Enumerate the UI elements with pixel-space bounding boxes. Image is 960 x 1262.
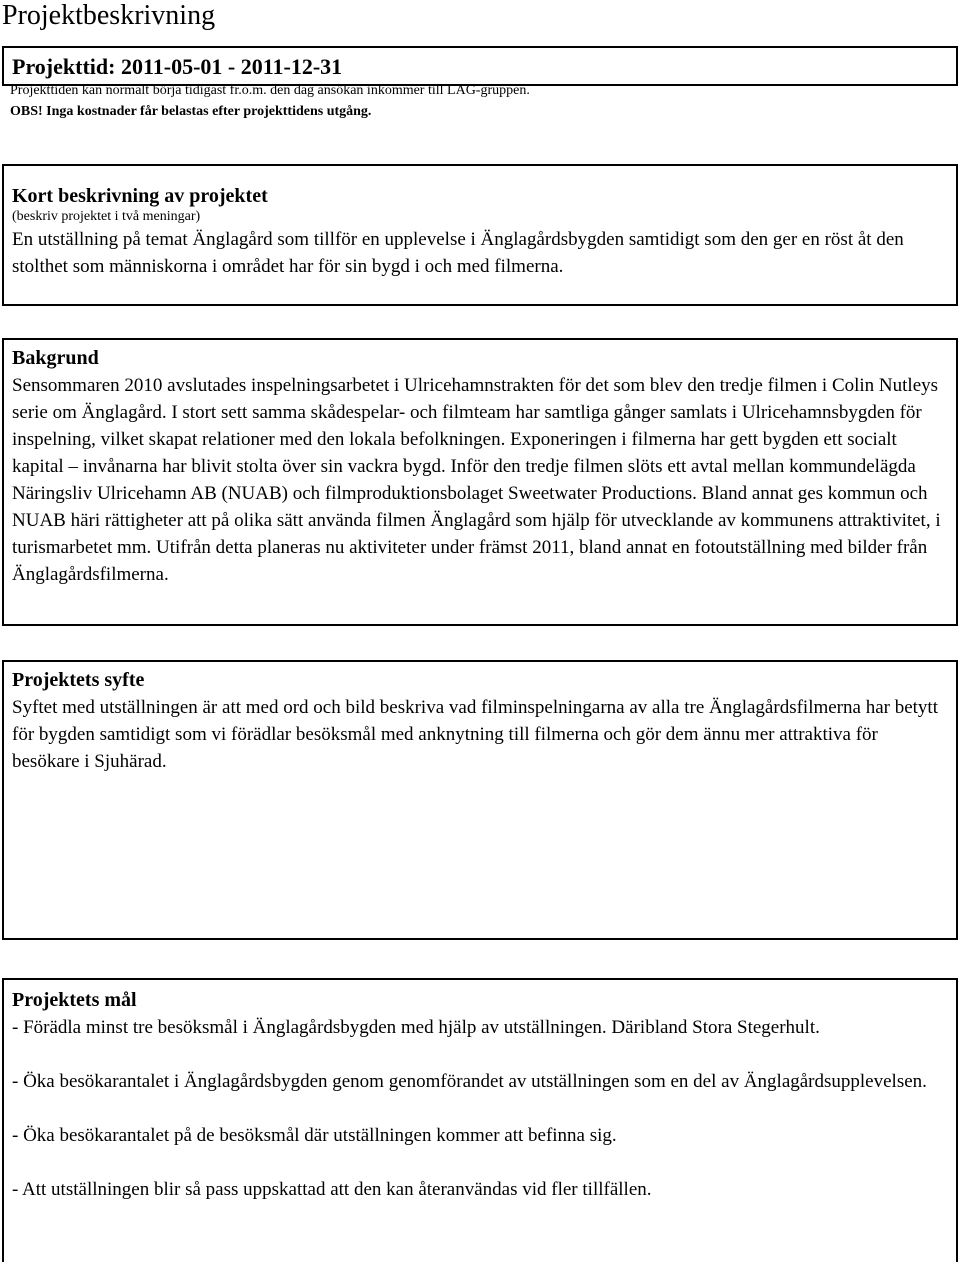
page-title: Projektbeskrivning	[2, 0, 216, 31]
syfte-box	[2, 660, 958, 940]
bakgrund-box	[2, 338, 958, 626]
syfte-text: Syftet med utställningen är att med ord och bild beskriva vad filminspelningarna av alla tre Änglagårdsfilmerna har betytt för bygden samtidigt som vi förädlar besöksmål med anknytning till filmerna och gör dem ännu mer attraktiva för besökare i Sjuhärad.	[12, 697, 938, 772]
projekttid-warning: OBS! Inga kostnader får belastas efter projekttidens utgång.	[10, 104, 372, 119]
bakgrund-heading: Bakgrund	[12, 347, 99, 369]
projekttid-box	[2, 46, 958, 86]
projekttid-note: Projekttiden kan normalt börja tidigast fr.o.m. den dag ansökan inkommer till LAG-gruppen.	[10, 83, 530, 98]
kort-beskrivning-text: En utställning på temat Änglagård som tillför en upplevelse i Änglagårdsbygden samtidigt som den ger en röst åt den stolthet som människorna i området har för sin bygd i och med filmerna.	[12, 229, 904, 277]
bakgrund-text: Sensommaren 2010 avslutades inspelningsarbetet i Ulricehamnstrakten för det som blev den tredje filmen i Colin Nutleys serie om Änglagård. I stort sett samma skådespelar- och filmteam har samtliga gånger samlats i Ulricehamnsbygden för inspelning, vilket skapat relationer med den lokala befolkningen. Exponeringen i filmerna har gett bygden ett socialt kapital – invånarna har blivit stolta över sin vackra bygd. Inför den tredje filmen slöts ett avtal mellan kommundelägda Näringsliv Ulricehamn AB (NUAB) och filmproduktionsbolaget Sweetwater Productions. Bland annat ges kommun och NUAB häri rättigheter att på olika sätt använda filmen Änglagård som hjälp för utvecklande av kommunens attraktivitet, i turismarbetet mm. Utifrån detta planeras nu aktiviteter under främst 2011, bland annat en fotoutställning med bilder från Änglagårdsfilmerna.	[12, 375, 941, 585]
kort-beskrivning-instruction: (beskriv projektet i två meningar)	[12, 209, 201, 224]
projekttid-heading: Projekttid: 2011-05-01 - 2011-12-31	[12, 54, 343, 79]
goal-item: - Förädla minst tre besöksmål i Änglagårdsbygden med hjälp av utställningen. Däribland Stora Stegerhult.	[12, 1017, 820, 1038]
mal-box	[2, 978, 958, 1262]
kort-beskrivning-box	[2, 164, 958, 306]
goal-item: - Att utställningen blir så pass uppskattad att den kan återanvändas vid fler tillfällen.	[12, 1179, 652, 1200]
kort-beskrivning-heading: Kort beskrivning av projektet	[12, 185, 268, 207]
goal-item: - Öka besökarantalet på de besöksmål där utställningen kommer att befinna sig.	[12, 1125, 617, 1146]
syfte-heading: Projektets syfte	[12, 669, 145, 691]
mal-heading: Projektets mål	[12, 989, 137, 1011]
goal-item: - Öka besökarantalet i Änglagårdsbygden genom genomförandet av utställningen som en del av Änglagårdsupplevelsen.	[12, 1071, 927, 1092]
